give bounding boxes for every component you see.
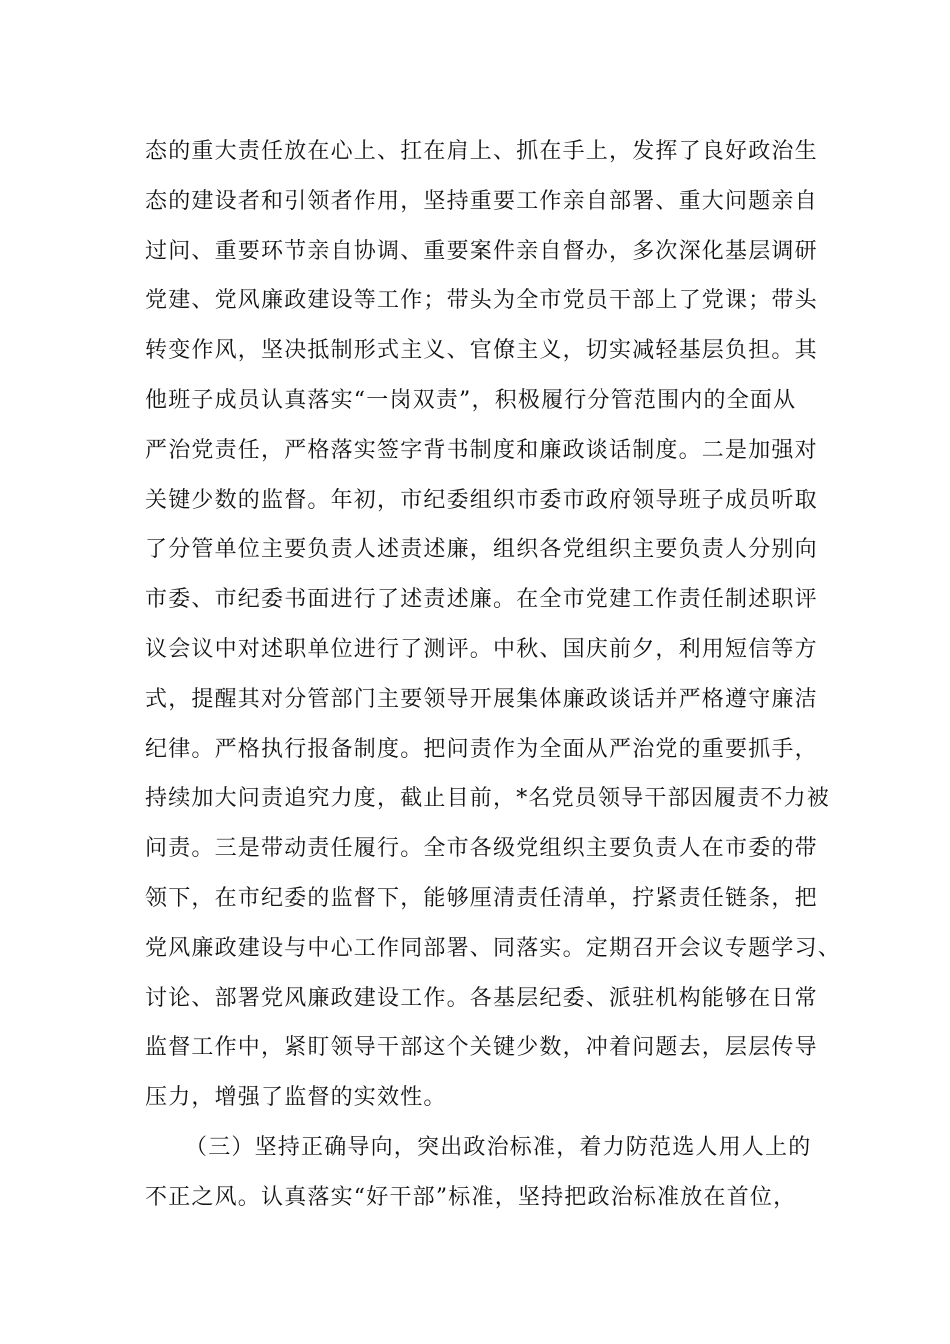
text-line: 党风廉政建设与中心工作同部署、同落实。定期召开会议专题学习、 [145, 935, 842, 961]
text-line: 过问、重要环节亲自协调、重要案件亲自督办，多次深化基层调研 [145, 238, 818, 264]
text-line: 不正之风。认真落实“好干部”标准，坚持把政治标准放在首位， [145, 1184, 797, 1210]
body-text [145, 127, 845, 1223]
text-line: 议会议中对述职单位进行了测评。中秋、国庆前夕，利用短信等方 [145, 636, 818, 662]
text-line: 监督工作中，紧盯领导干部这个关键少数，冲着问题去，层层传导 [145, 1035, 818, 1061]
text-line: 了分管单位主要负责人述责述廉，组织各党组织主要负责人分别向 [145, 537, 818, 563]
text-line: 严治党责任，严格落实签字背书制度和廉政谈话制度。二是加强对 [145, 437, 818, 463]
text-line: 纪律。严格执行报备制度。把问责作为全面从严治党的重要抓手， [145, 736, 818, 762]
text-line: 市委、市纪委书面进行了述责述廉。在全市党建工作责任制述职评 [145, 587, 818, 613]
text-line: 关键少数的监督。年初，市纪委组织市委市政府领导班子成员听取 [145, 487, 818, 513]
text-line: 党建、党风廉政建设等工作；带头为全市党员干部上了党课；带头 [145, 288, 818, 314]
text-line: 态的重大责任放在心上、扛在肩上、抓在手上，发挥了良好政治生 [145, 139, 818, 164]
text-line: 压力，增强了监督的实效性。 [145, 1085, 447, 1111]
text-line: （三）坚持正确导向，突出政治标准，着力防范选人用人上的 [185, 1134, 812, 1160]
text-line: 讨论、部署党风廉政建设工作。各基层纪委、派驻机构能够在日常 [145, 985, 818, 1011]
text-line: 态的建设者和引领者作用，坚持重要工作亲自部署、重大问题亲自 [145, 188, 818, 214]
text-line: 式，提醒其对分管部门主要领导开展集体廉政谈话并严格遵守廉洁 [145, 686, 818, 712]
text-line: 问责。三是带动责任履行。全市各级党组织主要负责人在市委的带 [145, 836, 818, 862]
text-line: 转变作风，坚决抵制形式主义、官僚主义，切实减轻基层负担。其 [145, 338, 818, 364]
text-line: 他班子成员认真落实“一岗双责”，积极履行分管范围内的全面从 [145, 387, 797, 413]
text-line: 领下，在市纪委的监督下，能够厘清责任清单，拧紧责任链条，把 [145, 885, 818, 911]
text-line: 持续加大问责追究力度，截止目前，*名党员领导干部因履责不力被 [145, 786, 831, 812]
